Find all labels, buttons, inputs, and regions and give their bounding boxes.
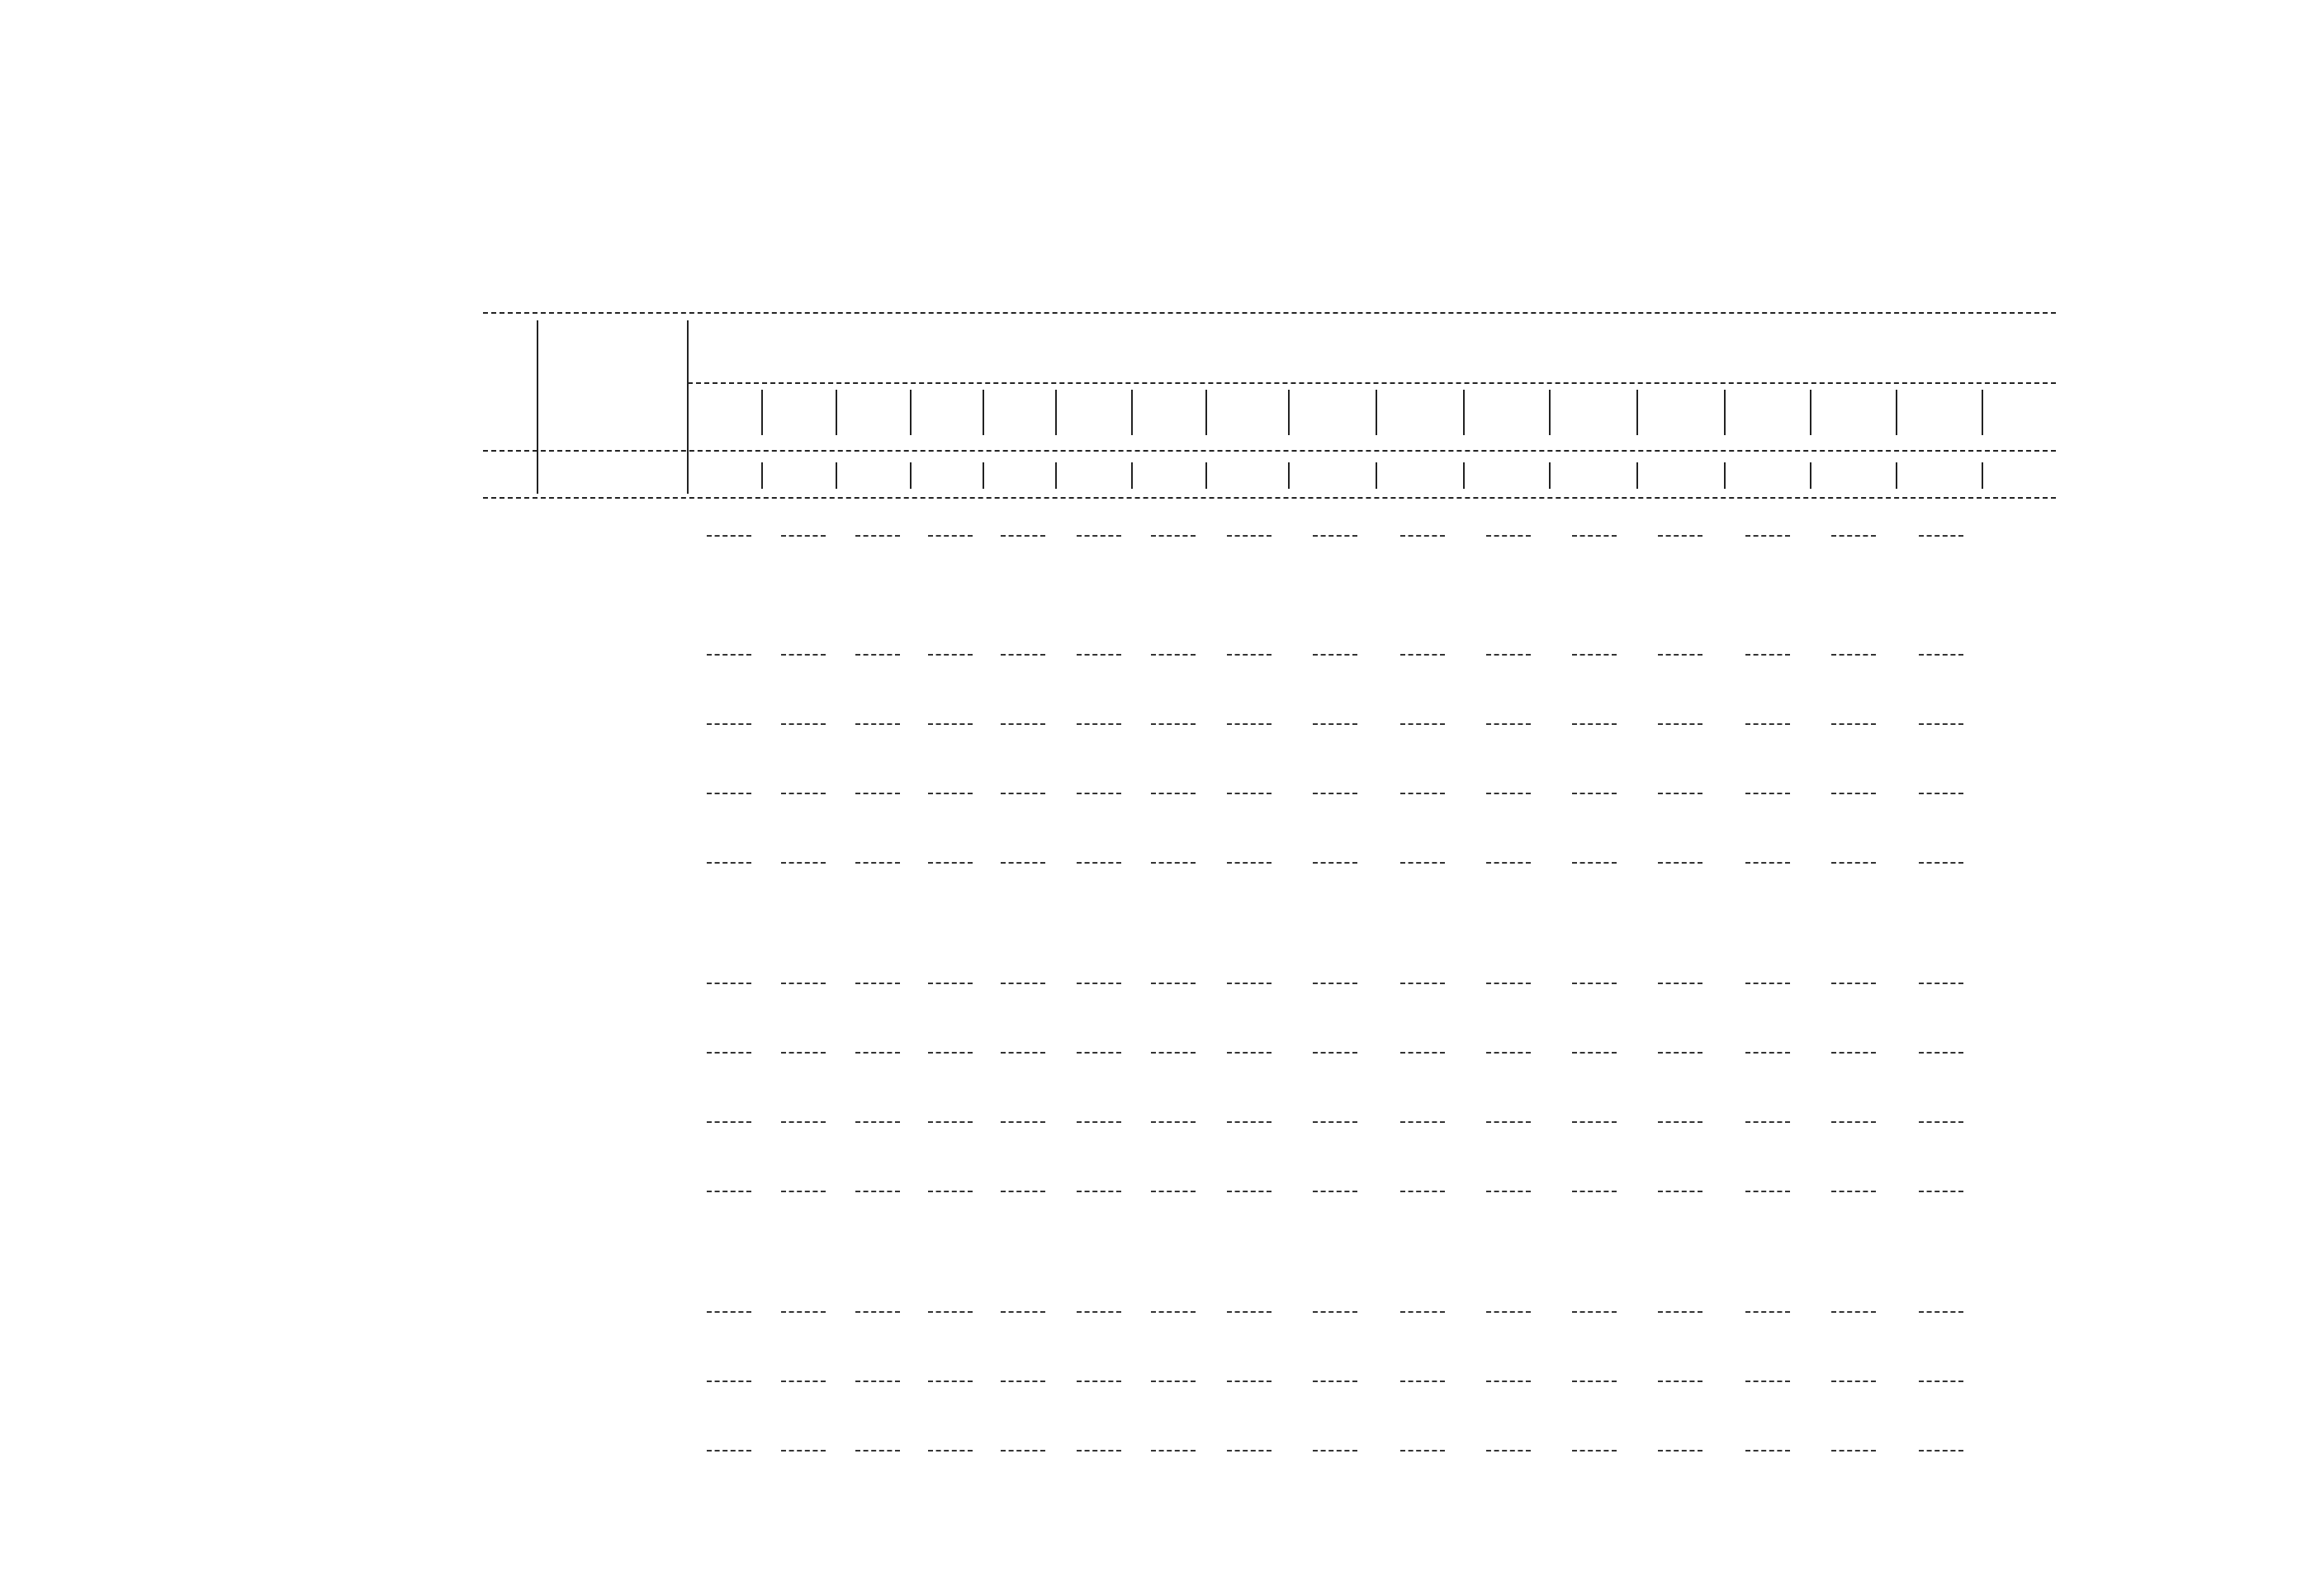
fraction-line (928, 862, 973, 864)
fraction-line (1919, 1052, 1963, 1054)
fraction-line (707, 535, 751, 537)
fraction-line (1919, 1121, 1963, 1123)
fraction-line (1919, 654, 1963, 656)
fraction-line (855, 793, 900, 794)
header-divider (1810, 390, 1811, 435)
header-divider (910, 390, 912, 435)
fraction-line (1745, 793, 1790, 794)
fraction-line (1077, 862, 1121, 864)
fraction-line (1001, 1052, 1045, 1054)
fraction-line (1077, 1191, 1121, 1192)
fraction-line (1572, 1191, 1617, 1192)
fraction-line (1313, 1191, 1357, 1192)
fraction-line (1400, 1381, 1445, 1382)
header-divider (1055, 462, 1057, 489)
fraction-line (1151, 1121, 1196, 1123)
fraction-line (855, 535, 900, 537)
fraction-line (1572, 1121, 1617, 1123)
header-divider (1982, 390, 1983, 435)
fraction-line (1077, 1052, 1121, 1054)
fraction-line (1486, 1381, 1531, 1382)
fraction-line (1400, 1450, 1445, 1452)
fraction-line (1001, 793, 1045, 794)
fraction-line (707, 1311, 751, 1313)
fraction-line (1919, 983, 1963, 984)
fraction-line (1400, 1121, 1445, 1123)
fraction-line (1572, 654, 1617, 656)
fraction-line (1486, 654, 1531, 656)
fraction-line (855, 723, 900, 725)
fraction-line (1151, 983, 1196, 984)
fraction-line (1227, 1121, 1272, 1123)
header-divider (1724, 462, 1726, 489)
fraction-line (781, 983, 826, 984)
fraction-line (707, 1191, 751, 1192)
fraction-line (781, 535, 826, 537)
fraction-line (855, 862, 900, 864)
fraction-line (1745, 1381, 1790, 1382)
header-divider (1288, 462, 1290, 489)
fraction-line (1001, 983, 1045, 984)
header-divider (1549, 462, 1551, 489)
fraction-line (1151, 1052, 1196, 1054)
fraction-line (1077, 1381, 1121, 1382)
fraction-line (1831, 535, 1876, 537)
fraction-line (1658, 723, 1702, 725)
fraction-line (781, 1381, 826, 1382)
fraction-line (1658, 862, 1702, 864)
fraction-line (1227, 862, 1272, 864)
fraction-line (1745, 1121, 1790, 1123)
header-divider (983, 462, 984, 489)
fraction-line (1745, 1311, 1790, 1313)
fraction-line (1658, 1381, 1702, 1382)
fraction-line (1227, 723, 1272, 725)
fraction-line (1313, 983, 1357, 984)
fraction-line (1919, 793, 1963, 794)
fraction-line (1572, 983, 1617, 984)
fraction-line (1658, 1121, 1702, 1123)
header-divider (1896, 390, 1897, 435)
fraction-line (1313, 793, 1357, 794)
fraction-line (781, 1121, 826, 1123)
fraction-line (1658, 983, 1702, 984)
header-divider (1205, 462, 1207, 489)
fraction-line (1658, 1311, 1702, 1313)
fraction-line (1001, 723, 1045, 725)
fraction-line (1658, 1450, 1702, 1452)
fraction-line (855, 1191, 900, 1192)
fraction-line (1001, 862, 1045, 864)
header-divider (687, 320, 689, 494)
fraction-line (855, 1121, 900, 1123)
header-divider (1636, 462, 1638, 489)
fraction-line (1151, 1311, 1196, 1313)
fraction-line (1658, 1052, 1702, 1054)
fraction-line (928, 983, 973, 984)
fraction-line (928, 1121, 973, 1123)
header-divider (836, 462, 837, 489)
fraction-line (1745, 1450, 1790, 1452)
fraction-line (1572, 723, 1617, 725)
fraction-line (1001, 1191, 1045, 1192)
fraction-line (781, 1311, 826, 1313)
fraction-line (1077, 983, 1121, 984)
fraction-line (1227, 535, 1272, 537)
fraction-line (1572, 1450, 1617, 1452)
fraction-line (1572, 1052, 1617, 1054)
fraction-line (781, 1450, 826, 1452)
fraction-line (1831, 1052, 1876, 1054)
fraction-line (1400, 862, 1445, 864)
fraction-line (1486, 535, 1531, 537)
fraction-line (707, 723, 751, 725)
header-rule (688, 382, 2056, 384)
fraction-line (1400, 723, 1445, 725)
fraction-line (1486, 1450, 1531, 1452)
fraction-line (1001, 1121, 1045, 1123)
header-divider (1724, 390, 1726, 435)
fraction-line (1400, 983, 1445, 984)
fraction-line (855, 1052, 900, 1054)
fraction-line (928, 535, 973, 537)
fraction-line (1831, 1450, 1876, 1452)
fraction-line (1077, 654, 1121, 656)
fraction-line (1151, 654, 1196, 656)
fraction-line (1227, 1052, 1272, 1054)
fraction-line (1151, 723, 1196, 725)
header-divider (836, 390, 837, 435)
header-divider (1982, 462, 1983, 489)
header-divider (1463, 390, 1465, 435)
fraction-line (1919, 723, 1963, 725)
header-divider (1810, 462, 1811, 489)
fraction-line (1745, 654, 1790, 656)
fraction-line (928, 654, 973, 656)
fraction-line (1486, 862, 1531, 864)
fraction-line (1831, 1121, 1876, 1123)
fraction-line (1831, 793, 1876, 794)
fraction-line (928, 1311, 973, 1313)
fraction-line (781, 793, 826, 794)
header-divider (910, 462, 912, 489)
fraction-line (928, 1450, 973, 1452)
header-divider (761, 462, 763, 489)
fraction-line (781, 1052, 826, 1054)
fraction-line (1077, 1450, 1121, 1452)
fraction-line (855, 1381, 900, 1382)
fraction-line (1001, 1381, 1045, 1382)
fraction-line (1831, 1311, 1876, 1313)
fraction-line (928, 1381, 973, 1382)
fraction-line (1313, 1311, 1357, 1313)
fraction-line (707, 862, 751, 864)
fraction-line (707, 1052, 751, 1054)
header-divider (983, 390, 984, 435)
fraction-line (781, 1191, 826, 1192)
fraction-line (1745, 723, 1790, 725)
fraction-line (781, 862, 826, 864)
header-divider (1205, 390, 1207, 435)
header-divider (1131, 462, 1133, 489)
fraction-line (781, 723, 826, 725)
header-divider (1463, 462, 1465, 489)
fraction-line (1658, 793, 1702, 794)
fraction-line (855, 1311, 900, 1313)
fraction-line (1745, 983, 1790, 984)
fraction-line (1400, 1311, 1445, 1313)
fraction-line (1001, 1450, 1045, 1452)
fraction-line (1572, 793, 1617, 794)
header-divider (761, 390, 763, 435)
fraction-line (855, 983, 900, 984)
fraction-line (1831, 654, 1876, 656)
fraction-line (1400, 1191, 1445, 1192)
fraction-line (1486, 1121, 1531, 1123)
header-divider (1376, 462, 1377, 489)
fraction-line (1400, 535, 1445, 537)
header-divider (1055, 390, 1057, 435)
fraction-line (1077, 1121, 1121, 1123)
fraction-line (1151, 1191, 1196, 1192)
fraction-line (1001, 535, 1045, 537)
fraction-line (1227, 793, 1272, 794)
fraction-line (707, 793, 751, 794)
fraction-line (707, 1450, 751, 1452)
fraction-line (1227, 654, 1272, 656)
fraction-line (1400, 1052, 1445, 1054)
fraction-line (855, 654, 900, 656)
header-rule (483, 497, 2056, 499)
header-divider (1896, 462, 1897, 489)
header-divider (1288, 390, 1290, 435)
fraction-line (1486, 1311, 1531, 1313)
fraction-line (1658, 654, 1702, 656)
fraction-line (1658, 1191, 1702, 1192)
fraction-line (1572, 535, 1617, 537)
fraction-line (1919, 1311, 1963, 1313)
header-rule (483, 450, 2056, 452)
fraction-line (1313, 1052, 1357, 1054)
fraction-line (1919, 1381, 1963, 1382)
fraction-line (1745, 1191, 1790, 1192)
fraction-line (1227, 1381, 1272, 1382)
fraction-line (1151, 1381, 1196, 1382)
fraction-line (928, 1191, 973, 1192)
fraction-line (1077, 535, 1121, 537)
fraction-line (707, 1121, 751, 1123)
fraction-line (1745, 1052, 1790, 1054)
header-divider (1549, 390, 1551, 435)
fraction-line (1486, 1052, 1531, 1054)
fraction-line (928, 793, 973, 794)
fraction-line (1831, 862, 1876, 864)
fraction-line (1313, 1121, 1357, 1123)
fraction-line (1227, 1191, 1272, 1192)
fraction-line (928, 1052, 973, 1054)
header-divider (1376, 390, 1377, 435)
fraction-line (1831, 1381, 1876, 1382)
fraction-line (1313, 535, 1357, 537)
fraction-line (1151, 535, 1196, 537)
fraction-line (928, 723, 973, 725)
header-divider (1131, 390, 1133, 435)
fraction-line (1077, 793, 1121, 794)
fraction-line (1658, 535, 1702, 537)
fraction-line (1919, 862, 1963, 864)
fraction-line (1486, 1191, 1531, 1192)
fraction-line (1227, 1311, 1272, 1313)
fraction-line (1001, 654, 1045, 656)
fraction-line (1572, 1381, 1617, 1382)
fraction-line (1313, 723, 1357, 725)
fraction-line (707, 654, 751, 656)
fraction-line (1831, 723, 1876, 725)
fraction-line (1227, 1450, 1272, 1452)
fraction-line (1919, 535, 1963, 537)
fraction-line (1077, 723, 1121, 725)
header-divider (1636, 390, 1638, 435)
fraction-line (1831, 1191, 1876, 1192)
fraction-line (1313, 654, 1357, 656)
fraction-line (1077, 1311, 1121, 1313)
fraction-line (1001, 1311, 1045, 1313)
fraction-line (1572, 1311, 1617, 1313)
fraction-line (1486, 983, 1531, 984)
fraction-line (1313, 1381, 1357, 1382)
fraction-line (1745, 862, 1790, 864)
fraction-line (707, 983, 751, 984)
fraction-line (855, 1450, 900, 1452)
fraction-line (1572, 862, 1617, 864)
header-divider (537, 320, 538, 494)
fraction-line (1831, 983, 1876, 984)
fraction-line (1313, 1450, 1357, 1452)
fraction-line (781, 654, 826, 656)
fraction-line (1745, 535, 1790, 537)
fraction-line (1400, 793, 1445, 794)
fraction-line (1151, 793, 1196, 794)
fraction-line (1486, 723, 1531, 725)
fraction-line (1313, 862, 1357, 864)
fraction-line (1919, 1450, 1963, 1452)
fraction-line (707, 1381, 751, 1382)
fraction-line (1486, 793, 1531, 794)
header-rule (483, 312, 2056, 314)
fraction-line (1151, 1450, 1196, 1452)
fraction-line (1919, 1191, 1963, 1192)
fraction-line (1400, 654, 1445, 656)
fraction-line (1151, 862, 1196, 864)
fraction-line (1227, 983, 1272, 984)
